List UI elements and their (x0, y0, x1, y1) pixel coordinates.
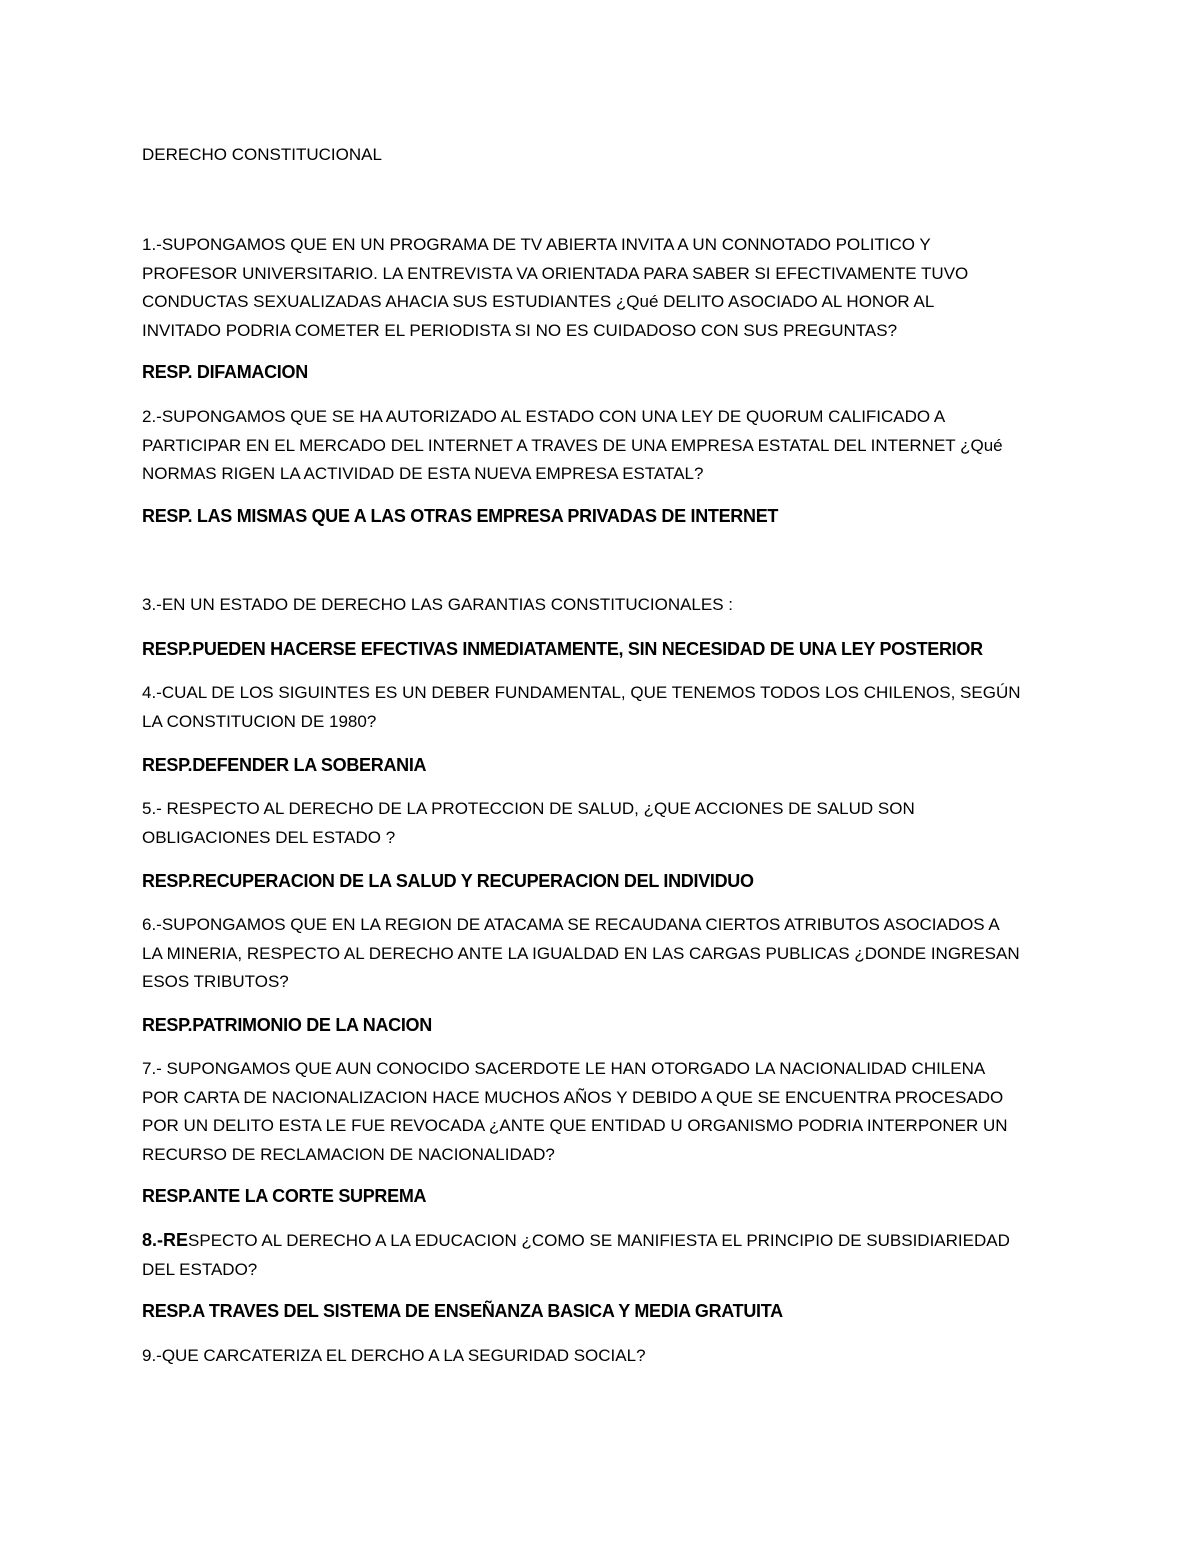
question-line: ESOS TRIBUTOS? (142, 972, 289, 991)
question-line: PROFESOR UNIVERSITARIO. LA ENTREVISTA VA ORIENTADA PARA SABER SI EFECTIVAMENTE TUVO (142, 263, 969, 283)
question-line: RECURSO DE RECLAMACION DE NACIONALIDAD? (142, 1144, 555, 1164)
answer-2: RESP. LAS MISMAS QUE A LAS OTRAS EMPRESA PRIVADAS DE INTERNET (142, 506, 779, 526)
answer-7: RESP.ANTE LA CORTE SUPREMA (142, 1186, 427, 1206)
question-7 (142, 1055, 1072, 1169)
answer-3: RESP.PUEDEN HACERSE EFECTIVAS INMEDIATAMENTE, SIN NECESIDAD DE UNA LEY POSTERIOR (142, 639, 983, 659)
question-6 (142, 911, 1072, 997)
answer-1: RESP. DIFAMACION (142, 362, 308, 382)
question-5 (142, 795, 1072, 852)
question-line: POR UN DELITO ESTA LE FUE REVOCADA ¿ANTE QUE ENTIDAD U ORGANISMO PODRIA INTERPONER UN (142, 1116, 1008, 1135)
question-line (142, 1226, 1072, 1256)
question-line: INVITADO PODRIA COMETER EL PERIODISTA SI NO ES CUIDADOSO CON SUS PREGUNTAS? (142, 320, 898, 340)
question-text (142, 231, 1072, 345)
question-line: NORMAS RIGEN LA ACTIVIDAD DE ESTA NUEVA EMPRESA ESTATAL? (142, 464, 704, 483)
question-line: 6.-SUPONGAMOS QUE EN LA REGION DE ATACAMA SE RECAUDANA CIERTOS ATRIBUTOS ASOCIADOS A (142, 915, 1000, 934)
question-text (142, 591, 1072, 620)
question-line: 7.- SUPONGAMOS QUE AUN CONOCIDO SACERDOTE LE HAN OTORGADO LA NACIONALIDAD CHILENA (142, 1059, 986, 1078)
question-text (142, 403, 1072, 489)
question-4 (142, 679, 1072, 736)
question-line: 5.- RESPECTO AL DERECHO DE LA PROTECCION DE SALUD, ¿QUE ACCIONES DE SALUD SON (142, 799, 915, 818)
question-9 (142, 1342, 1072, 1371)
question-line: 9.-QUE CARCATERIZA EL DERCHO A LA SEGURIDAD SOCIAL? (142, 1346, 646, 1365)
question-line: DEL ESTADO? (142, 1259, 258, 1279)
question-text (142, 1226, 1072, 1284)
answer-5: RESP.RECUPERACION DE LA SALUD Y RECUPERACION DEL INDIVIDUO (142, 871, 754, 891)
question-prefix: 8.-RE (142, 1230, 189, 1250)
question-3 (142, 591, 1072, 620)
question-line: 4.-CUAL DE LOS SIGUINTES ES UN DEBER FUNDAMENTAL, QUE TENEMOS TODOS LOS CHILENOS, SEGÚN (142, 683, 1021, 702)
question-1 (142, 231, 1072, 345)
question-2 (142, 403, 1072, 489)
answer-8: RESP.A TRAVES DEL SISTEMA DE ENSEÑANZA BASICA Y MEDIA GRATUITA (142, 1301, 783, 1321)
question-line: POR CARTA DE NACIONALIZACION HACE MUCHOS AÑOS Y DEBIDO A QUE SE ENCUENTRA PROCESADO (142, 1087, 1004, 1107)
question-line: LA CONSTITUCION DE 1980? (142, 711, 377, 731)
question-line: 2.-SUPONGAMOS QUE SE HA AUTORIZADO AL ESTADO CON UNA LEY DE QUORUM CALIFICADO A (142, 407, 946, 426)
question-line: 3.-EN UN ESTADO DE DERECHO LAS GARANTIAS CONSTITUCIONALES : (142, 595, 734, 614)
question-text (142, 1342, 1072, 1371)
question-line: PARTICIPAR EN EL MERCADO DEL INTERNET A TRAVES DE UNA EMPRESA ESTATAL DEL INTERNET ¿Qué (142, 435, 1003, 455)
question-text (142, 911, 1072, 997)
answer-4: RESP.DEFENDER LA SOBERANIA (142, 755, 427, 775)
question-text (142, 679, 1072, 736)
question-line: OBLIGACIONES DEL ESTADO ? (142, 827, 396, 847)
question-8 (142, 1226, 1072, 1284)
question-line: 1.-SUPONGAMOS QUE EN UN PROGRAMA DE TV ABIERTA INVITA A UN CONNOTADO POLITICO Y (142, 235, 931, 254)
question-text (142, 1055, 1072, 1169)
question-line: LA MINERIA, RESPECTO AL DERECHO ANTE LA IGUALDAD EN LAS CARGAS PUBLICAS ¿DONDE INGRESAN (142, 943, 1020, 963)
question-line-rest: SPECTO AL DERECHO A LA EDUCACION ¿COMO SE MANIFIESTA EL PRINCIPIO DE SUBSIDIARIEDAD (188, 1231, 1010, 1250)
question-text (142, 795, 1072, 852)
question-line: CONDUCTAS SEXUALIZADAS AHACIA SUS ESTUDIANTES ¿Qué DELITO ASOCIADO AL HONOR AL (142, 292, 935, 311)
document-title: DERECHO CONSTITUCIONAL (142, 145, 382, 164)
answer-6: RESP.PATRIMONIO DE LA NACION (142, 1015, 432, 1035)
